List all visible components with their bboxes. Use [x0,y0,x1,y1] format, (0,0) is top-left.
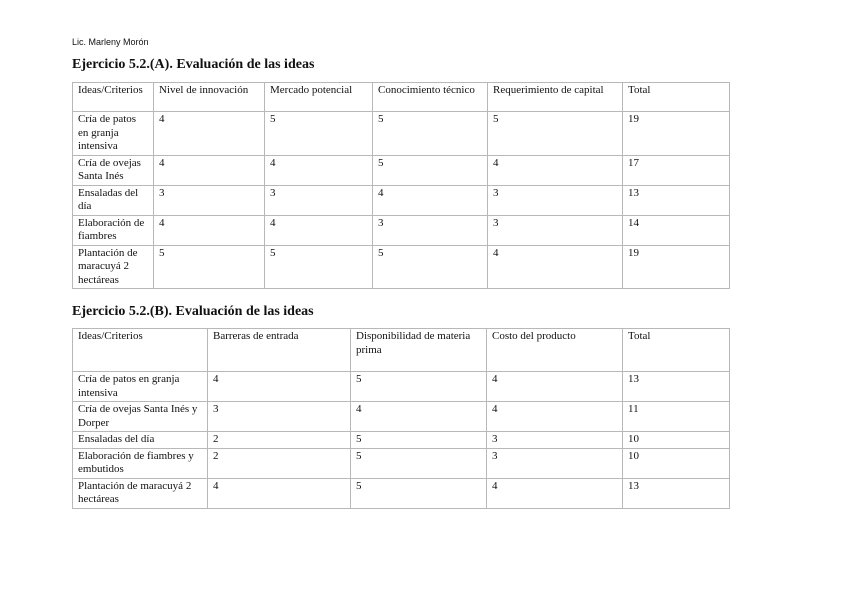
table-b-title: Ejercicio 5.2.(B). Evaluación de las ideas [72,304,314,319]
score-cell: 4 [487,402,623,432]
score-cell: 3 [488,215,623,245]
header-cell: Ideas/Criterios [73,329,208,372]
score-cell: 3 [487,432,623,449]
total-cell: 19 [623,112,730,156]
score-cell: 4 [488,155,623,185]
header-cell: Conocimiento técnico [373,83,488,112]
table-row [73,372,730,402]
table-header-row [73,329,730,372]
header-cell: Total [623,83,730,112]
total-cell: 13 [623,185,730,215]
score-cell: 4 [265,155,373,185]
score-cell: 4 [154,155,265,185]
score-cell: 3 [154,185,265,215]
author-name: Lic. Marleny Morón [72,37,149,47]
total-cell: 11 [623,402,730,432]
score-cell: 5 [154,245,265,289]
table-row [73,185,730,215]
score-cell: 5 [351,372,487,402]
table-row [73,215,730,245]
idea-cell: Plantación de maracuyá 2 hectáreas [73,245,154,289]
score-cell: 5 [265,245,373,289]
table-row [73,478,730,508]
evaluation-table-a [72,82,730,289]
idea-cell: Elaboración de fiambres y embutidos [73,448,208,478]
total-cell: 10 [623,432,730,449]
total-cell: 17 [623,155,730,185]
table-row [73,112,730,156]
total-cell: 10 [623,448,730,478]
score-cell: 4 [487,372,623,402]
header-cell: Total [623,329,730,372]
score-cell: 3 [208,402,351,432]
table-header-row [73,83,730,112]
header-cell: Nivel de innovación [154,83,265,112]
idea-cell: Ensaladas del día [73,432,208,449]
score-cell: 5 [373,155,488,185]
score-cell: 5 [351,448,487,478]
score-cell: 4 [154,112,265,156]
header-cell: Mercado potencial [265,83,373,112]
score-cell: 3 [488,185,623,215]
table-row [73,402,730,432]
score-cell: 4 [208,478,351,508]
idea-cell: Cría de patos en granja intensiva [73,112,154,156]
score-cell: 5 [373,245,488,289]
score-cell: 5 [351,432,487,449]
idea-cell: Cría de patos en granja intensiva [73,372,208,402]
score-cell: 2 [208,448,351,478]
score-cell: 5 [265,112,373,156]
table-a-title: Ejercicio 5.2.(A). Evaluación de las ideas [72,57,315,72]
idea-cell: Ensaladas del día [73,185,154,215]
score-cell: 4 [373,185,488,215]
score-cell: 4 [351,402,487,432]
score-cell: 3 [265,185,373,215]
score-cell: 5 [373,112,488,156]
total-cell: 13 [623,372,730,402]
idea-cell: Cría de ovejas Santa Inés [73,155,154,185]
score-cell: 5 [351,478,487,508]
table-row [73,432,730,449]
header-cell: Requerimiento de capital [488,83,623,112]
score-cell: 4 [487,478,623,508]
header-cell: Barreras de entrada [208,329,351,372]
table-row [73,155,730,185]
header-cell: Disponibilidad de materia prima [351,329,487,372]
score-cell: 4 [208,372,351,402]
table-row [73,245,730,289]
table-row [73,448,730,478]
idea-cell: Cría de ovejas Santa Inés y Dorper [73,402,208,432]
score-cell: 3 [487,448,623,478]
total-cell: 19 [623,245,730,289]
total-cell: 13 [623,478,730,508]
header-cell: Costo del producto [487,329,623,372]
score-cell: 4 [154,215,265,245]
score-cell: 2 [208,432,351,449]
header-cell: Ideas/Criterios [73,83,154,112]
score-cell: 5 [488,112,623,156]
total-cell: 14 [623,215,730,245]
evaluation-table-b [72,328,730,509]
score-cell: 3 [373,215,488,245]
idea-cell: Elaboración de fiambres [73,215,154,245]
idea-cell: Plantación de maracuyá 2 hectáreas [73,478,208,508]
score-cell: 4 [265,215,373,245]
score-cell: 4 [488,245,623,289]
